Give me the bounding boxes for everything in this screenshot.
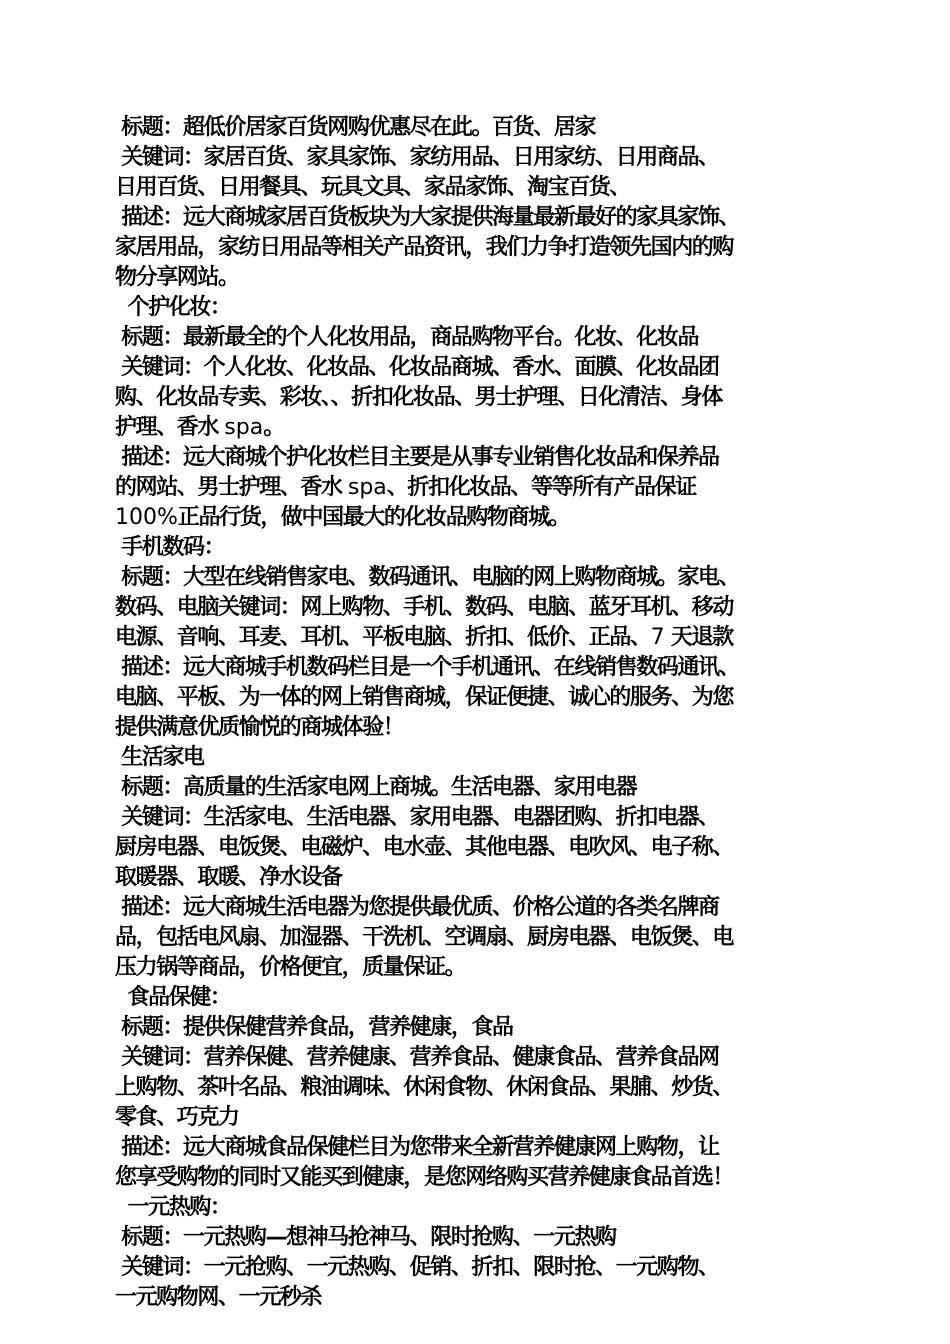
- document-body: [115, 113, 840, 1313]
- text-line: 日用百货、日用餐具、玩具文具、家品家饰、淘宝百货、: [115, 175, 631, 200]
- text-line: 描述：远大商城食品保健栏目为您带来全新营养健康网上购物，让: [115, 1135, 719, 1160]
- section-heading: 食品保健：: [115, 985, 231, 1010]
- text-line: 购、化妆品专卖、彩妆、、折扣化妆品、男士护理、日化清洁、身体: [115, 385, 723, 410]
- text-line: 电源、音响、耳麦、耳机、平板电脑、折扣、低价、正品、7 天退款: [115, 625, 733, 650]
- text-line: 护理、香水 spa。: [115, 415, 284, 440]
- text-line: 100%正品行货，做中国最大的化妆品购物商城。: [115, 505, 570, 530]
- text-line: 上购物、茶叶名品、粮油调味、休闲食物、休闲食品、果脯、炒货、: [115, 1075, 734, 1100]
- text-line: 一元购物网、一元秒杀: [115, 1285, 322, 1310]
- text-line: 描述：远大商城生活电器为您提供最优质、价格公道的各类名牌商: [115, 895, 719, 920]
- text-line: 描述：远大商城手机数码栏目是一个手机通讯、在线销售数码通讯、: [115, 655, 740, 680]
- text-line: 家居用品，家纺日用品等相关产品资讯，我们力争打造领先国内的购: [115, 235, 734, 260]
- text-line: 关键词：营养保健、营养健康、营养食品、健康食品、营养食品网: [115, 1045, 719, 1070]
- text-line: 标题：大型在线销售家电、数码通讯、电脑的网上购物商城。家电、: [115, 565, 740, 590]
- text-line: 物分享网站。: [115, 265, 239, 290]
- text-line: 您享受购物的同时又能买到健康，是您网络购买营养健康食品首选！: [115, 1165, 734, 1190]
- latin-run: 7: [650, 625, 665, 650]
- section-heading: 手机数码：: [115, 535, 225, 560]
- text-line: 品，包括电风扇、加湿器、干洗机、空调扇、厨房电器、电饭煲、电: [115, 925, 734, 950]
- text-line: 取暖器、取暖、净水设备: [115, 865, 342, 890]
- text-line: 关键词：家居百货、家具家饰、家纺用品、日用家纺、日用商品、: [115, 145, 719, 170]
- section-heading: 生活家电: [115, 745, 204, 770]
- latin-run: spa: [224, 415, 264, 440]
- section-heading: 个护化妆：: [115, 295, 231, 320]
- section-heading: 一元热购：: [115, 1195, 231, 1220]
- text-line: 标题：提供保健营养食品，营养健康，食品: [115, 1015, 513, 1040]
- text-line: 厨房电器、电饭煲、电磁炉、电水壶、其他电器、电吹风、电子称、: [115, 835, 734, 860]
- latin-run: 100%: [115, 505, 178, 530]
- latin-run: spa: [347, 475, 387, 500]
- text-line: 关键词：一元抢购、一元热购、促销、折扣、限时抢、一元购物、: [115, 1255, 719, 1280]
- text-line: 压力锅等商品，价格便宜，质量保证。: [115, 955, 466, 980]
- text-line: 标题：一元热购—想神马抢神马、限时抢购、一元热购: [115, 1225, 616, 1250]
- text-line: 的网站、男士护理、香水 spa、折扣化妆品、等等所有产品保证: [115, 475, 696, 500]
- text-line: 描述：远大商城家居百货板块为大家提供海量最新最好的家具家饰、: [115, 205, 740, 230]
- text-line: 关键词：个人化妆、化妆品、化妆品商城、香水、面膜、化妆品团: [115, 355, 719, 380]
- text-line: 提供满意优质愉悦的商城体验！: [115, 715, 404, 740]
- text-line: 数码、电脑关键词：网上购物、手机、数码、电脑、蓝牙耳机、移动: [115, 595, 734, 620]
- text-line: 标题：高质量的生活家电网上商城。生活电器、家用电器: [115, 775, 637, 800]
- text-line: 标题：最新最全的个人化妆用品，商品购物平台。化妆、化妆品: [115, 325, 699, 350]
- text-line: 电脑、平板、为一体的网上销售商城，保证便捷、诚心的服务、为您: [115, 685, 734, 710]
- text-line: 标题：超低价居家百货网购优惠尽在此。百货、居家: [115, 115, 596, 140]
- text-line: 关键词：生活家电、生活电器、家用电器、电器团购、折扣电器、: [115, 805, 719, 830]
- text-line: 零食、巧克力: [115, 1105, 239, 1130]
- text-line: 描述：远大商城个护化妆栏目主要是从事专业销售化妆品和保养品: [115, 445, 719, 470]
